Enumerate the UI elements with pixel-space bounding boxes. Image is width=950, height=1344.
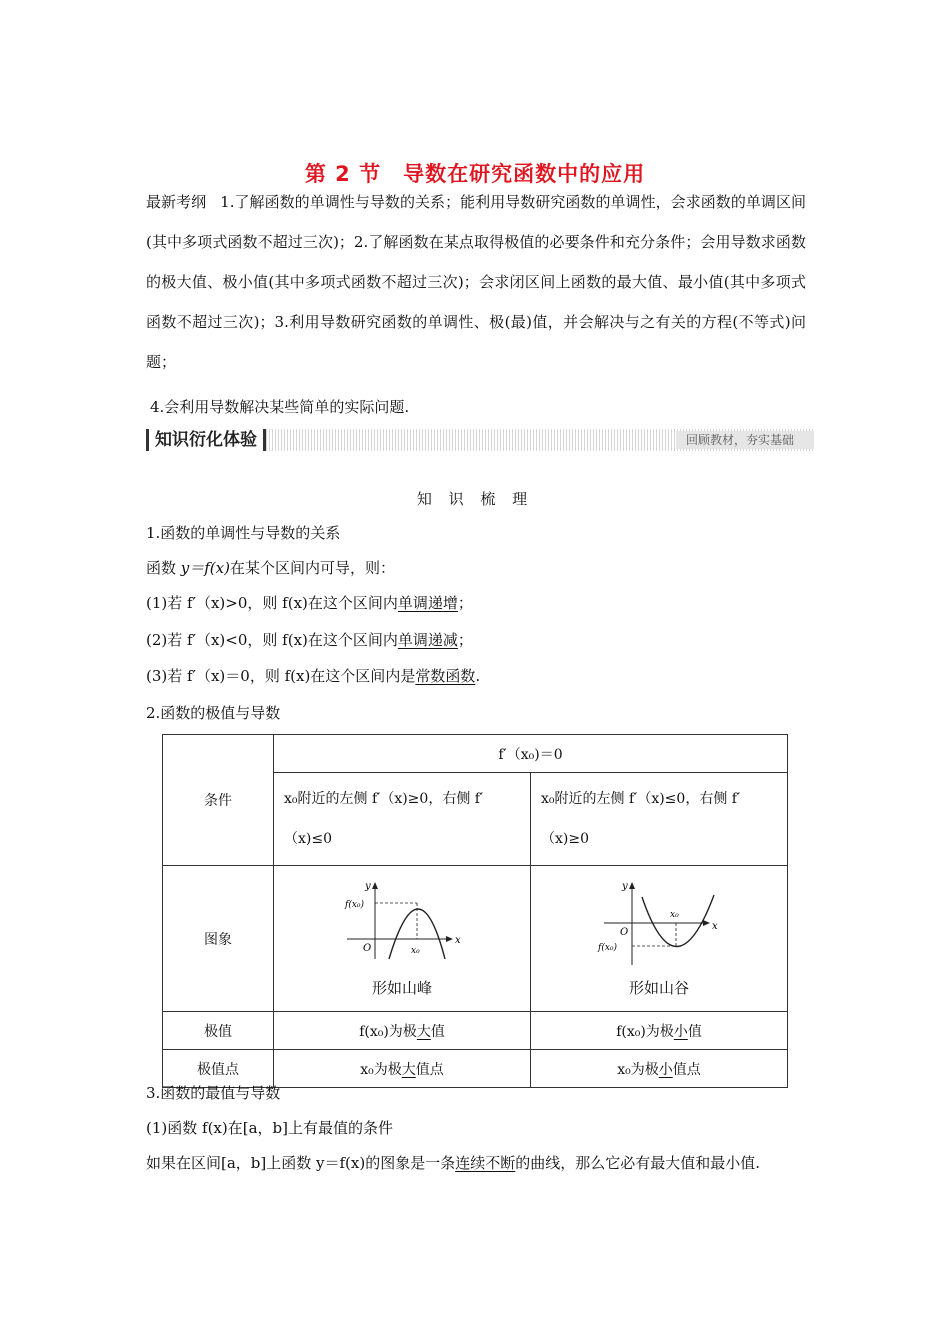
exam-outline-text: 1.了解函数的单调性与导数的关系；能利用导数研究函数的单调性，会求函数的单调区间(其中多项式函数不超过三次)；2.了解函数在某点取得极值的必要条件和充分条件；会用导数求函数的极大值、极小值(其中多项式函数不超过三次)；会求闭区间上函数的最大值、最小值(其中多项式函数不超过三次)；3.利用导数研究函数的单调性、极(最)值，并会解决与之有关的方程(不等式)问题； (146, 193, 806, 371)
valley-x-label: x (712, 921, 718, 932)
valley-fx0-label: f(x₀) (598, 943, 618, 953)
table-header: f′（x₀)＝0 (274, 735, 788, 773)
row-label-point: 极值点 (163, 1050, 274, 1088)
s1-line3 (146, 665, 480, 686)
ext-right (531, 1012, 788, 1050)
caption-valley: 形如山谷 (628, 979, 689, 997)
s1-l1b: 单调递增 (397, 594, 458, 612)
row-label-extremum: 极值 (163, 1012, 274, 1050)
s1-l3a: (3)若 f′（x)＝0，则 f(x)在这个区间内是 (146, 667, 416, 685)
section-name: 导数在研究函数中的应用 (403, 162, 646, 186)
cond-left: x₀附近的左侧 f′（x)≥0，右侧 f′（x)≤0 (274, 773, 531, 866)
s1-l2b: 单调递减 (397, 631, 458, 649)
s3-p-c: 的曲线，那么它必有最大值和最小值. (515, 1154, 761, 1172)
s1-l3b: 常数函数 (415, 667, 476, 685)
valley-origin-label: O (620, 927, 629, 938)
banner-subtitle: 回顾教材，夯实基础 (676, 431, 814, 449)
banner-title: 知识衍化体验 (146, 429, 266, 451)
s1-intro-b: y＝f(x) (180, 559, 230, 577)
s1-intro-a: 函数 (146, 559, 181, 577)
exam-outline-item4: 4.会利用导数解决某些简单的实际问题. (150, 398, 410, 416)
s3-paragraph (146, 1143, 806, 1183)
peak-x-arrow (446, 936, 453, 942)
graph-valley-cell (531, 866, 788, 1012)
s1-l2a: (2)若 f′（x)<0，则 f(x)在这个区间内 (146, 631, 398, 649)
pt-left-b: 大 (401, 1061, 416, 1078)
peak-y-label: y (365, 881, 371, 892)
cond-right: x₀附近的左侧 f′（x)≤0，右侧 f′（x)≥0 (531, 773, 788, 866)
s1-line1 (146, 592, 473, 613)
section-banner (146, 429, 814, 451)
s1-l2c: ； (457, 631, 473, 649)
s3-title: 3.函数的最值与导数 (146, 1084, 281, 1102)
s1-title: 1.函数的单调性与导数的关系 (146, 524, 341, 542)
s2-title: 2.函数的极值与导数 (146, 704, 281, 722)
valley-graph (584, 879, 734, 967)
valley-x0-label: x₀ (670, 910, 679, 920)
row-label-graph: 图象 (163, 866, 274, 1012)
ext-left (274, 1012, 531, 1050)
s1-intro (146, 557, 395, 578)
s3-p-a: 如果在区间[a，b]上函数 y＝f(x)的图象是一条 (146, 1154, 456, 1172)
pt-right-a: x₀为极 (617, 1061, 659, 1078)
s1-l1c: ； (457, 594, 473, 612)
valley-curve (642, 895, 714, 947)
peak-y-arrow (372, 882, 378, 889)
peak-fx0-label: f(x₀) (345, 900, 365, 910)
section-number: 第 2 节 (304, 162, 382, 186)
graph-peak-cell (274, 866, 531, 1012)
s1-intro-c: 在某个区间内可导，则： (229, 559, 395, 577)
s1-l3c: . (475, 667, 481, 685)
extremum-table (162, 734, 788, 1088)
valley-y-arrow (629, 882, 635, 889)
peak-origin-label: O (363, 943, 372, 954)
pt-right (531, 1050, 788, 1088)
s3-p-b: 连续不断 (455, 1154, 516, 1172)
ext-left-a: f(x₀)为极 (359, 1023, 417, 1040)
ext-left-c: 值 (430, 1023, 445, 1040)
pt-left-c: 值点 (415, 1061, 444, 1078)
pt-right-c: 值点 (672, 1061, 701, 1078)
valley-x-arrow (703, 920, 710, 926)
ext-right-b: 小 (673, 1023, 688, 1040)
row-label-condition: 条件 (163, 735, 274, 866)
ext-right-a: f(x₀)为极 (616, 1023, 674, 1040)
exam-outline-label: 最新考纲 (146, 193, 207, 211)
caption-peak: 形如山峰 (371, 979, 432, 997)
ext-right-c: 值 (687, 1023, 702, 1040)
pt-left-a: x₀为极 (360, 1061, 402, 1078)
peak-x-label: x (455, 935, 461, 946)
s3-sub1: (1)函数 f(x)在[a，b]上有最值的条件 (146, 1119, 393, 1137)
s1-line2 (146, 629, 473, 650)
pt-left (274, 1050, 531, 1088)
exam-outline (146, 182, 806, 382)
knowledge-heading: 知 识 梳 理 (416, 490, 534, 508)
peak-x0-label: x₀ (411, 946, 420, 956)
ext-left-b: 大 (416, 1023, 431, 1040)
valley-y-label: y (622, 881, 628, 892)
peak-graph (327, 879, 477, 967)
s1-l1a: (1)若 f′（x)>0，则 f(x)在这个区间内 (146, 594, 398, 612)
pt-right-b: 小 (658, 1061, 673, 1078)
